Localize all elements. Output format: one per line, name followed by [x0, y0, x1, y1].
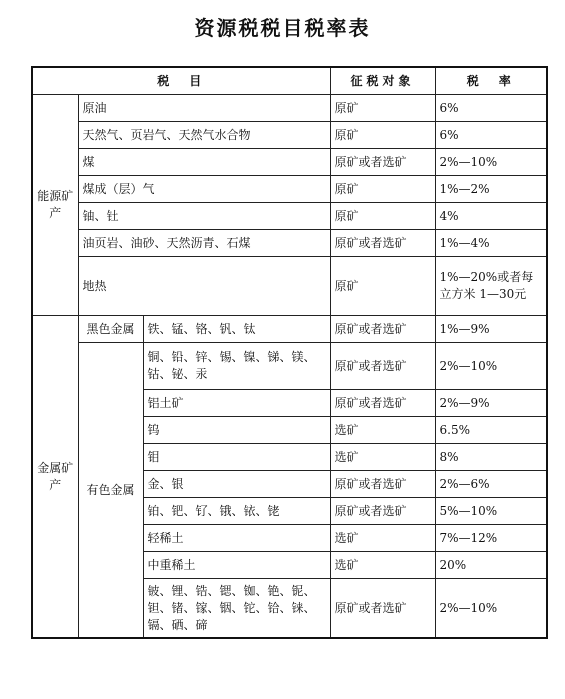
table-row — [32, 176, 547, 203]
item-cell: 铝土矿 — [143, 390, 330, 417]
rate-cell: 2%—6% — [435, 471, 547, 498]
rate-cell: 2%—9% — [435, 390, 547, 417]
item-cell: 油页岩、油砂、天然沥青、石煤 — [78, 230, 330, 257]
table-header-row — [32, 67, 547, 95]
object-cell: 原矿或者选矿 — [330, 343, 435, 390]
object-cell: 原矿或者选矿 — [330, 230, 435, 257]
rate-cell: 2%—10% — [435, 149, 547, 176]
item-cell: 钼 — [143, 444, 330, 471]
rate-cell: 5%—10% — [435, 498, 547, 525]
table-row — [32, 343, 547, 390]
rate-cell: 8% — [435, 444, 547, 471]
item-cell: 铀、钍 — [78, 203, 330, 230]
item-cell: 原油 — [78, 95, 330, 122]
rate-cell: 4% — [435, 203, 547, 230]
item-cell: 轻稀土 — [143, 525, 330, 552]
item-cell: 铍、锂、锆、锶、铷、铯、铌、钽、锗、镓、铟、铊、铪、铼、镉、硒、碲 — [143, 579, 330, 639]
object-cell: 原矿 — [330, 203, 435, 230]
object-cell: 原矿 — [330, 95, 435, 122]
table-row — [32, 122, 547, 149]
header-object: 征税对象 — [330, 67, 435, 95]
rate-cell: 1%—4% — [435, 230, 547, 257]
item-cell: 地热 — [78, 257, 330, 316]
subcategory-ferrous: 黑色金属 — [78, 316, 143, 343]
object-cell: 原矿或者选矿 — [330, 498, 435, 525]
table-row — [32, 257, 547, 316]
rate-cell: 1%—2% — [435, 176, 547, 203]
item-cell: 铜、铅、锌、锡、镍、锑、镁、钴、铋、汞 — [143, 343, 330, 390]
object-cell: 原矿或者选矿 — [330, 390, 435, 417]
item-cell: 铂、钯、钌、锇、铱、铑 — [143, 498, 330, 525]
rate-cell: 20% — [435, 552, 547, 579]
table-row — [32, 230, 547, 257]
rate-cell: 2%—10% — [435, 343, 547, 390]
object-cell: 原矿 — [330, 257, 435, 316]
category-energy: 能源矿产 — [32, 95, 78, 316]
object-cell: 原矿或者选矿 — [330, 316, 435, 343]
object-cell: 原矿或者选矿 — [330, 579, 435, 639]
rate-cell: 6% — [435, 122, 547, 149]
rate-cell: 2%—10% — [435, 579, 547, 639]
page-title: 资源税税目税率表 — [194, 16, 371, 40]
tax-rate-table — [31, 66, 548, 639]
object-cell: 选矿 — [330, 525, 435, 552]
object-cell: 选矿 — [330, 552, 435, 579]
item-cell: 中重稀土 — [143, 552, 330, 579]
item-cell: 铁、锰、铬、钒、钛 — [143, 316, 330, 343]
header-item: 税 目 — [32, 67, 330, 95]
table-row — [32, 203, 547, 230]
subcategory-nonferrous: 有色金属 — [78, 343, 143, 639]
object-cell: 原矿 — [330, 122, 435, 149]
object-cell: 选矿 — [330, 444, 435, 471]
rate-cell: 1%—9% — [435, 316, 547, 343]
item-cell: 天然气、页岩气、天然气水合物 — [78, 122, 330, 149]
rate-cell: 6% — [435, 95, 547, 122]
table-row — [32, 316, 547, 343]
table-row — [32, 149, 547, 176]
object-cell: 原矿或者选矿 — [330, 149, 435, 176]
object-cell: 选矿 — [330, 417, 435, 444]
table-row — [32, 95, 547, 122]
header-rate: 税 率 — [435, 67, 547, 95]
item-cell: 煤成（层）气 — [78, 176, 330, 203]
category-metal: 金属矿产 — [32, 316, 78, 639]
object-cell: 原矿或者选矿 — [330, 471, 435, 498]
rate-cell: 6.5% — [435, 417, 547, 444]
item-cell: 钨 — [143, 417, 330, 444]
item-cell: 金、银 — [143, 471, 330, 498]
item-cell: 煤 — [78, 149, 330, 176]
object-cell: 原矿 — [330, 176, 435, 203]
rate-cell: 7%—12% — [435, 525, 547, 552]
rate-cell: 1%—20%或者每立方米 1—30元 — [435, 257, 547, 316]
